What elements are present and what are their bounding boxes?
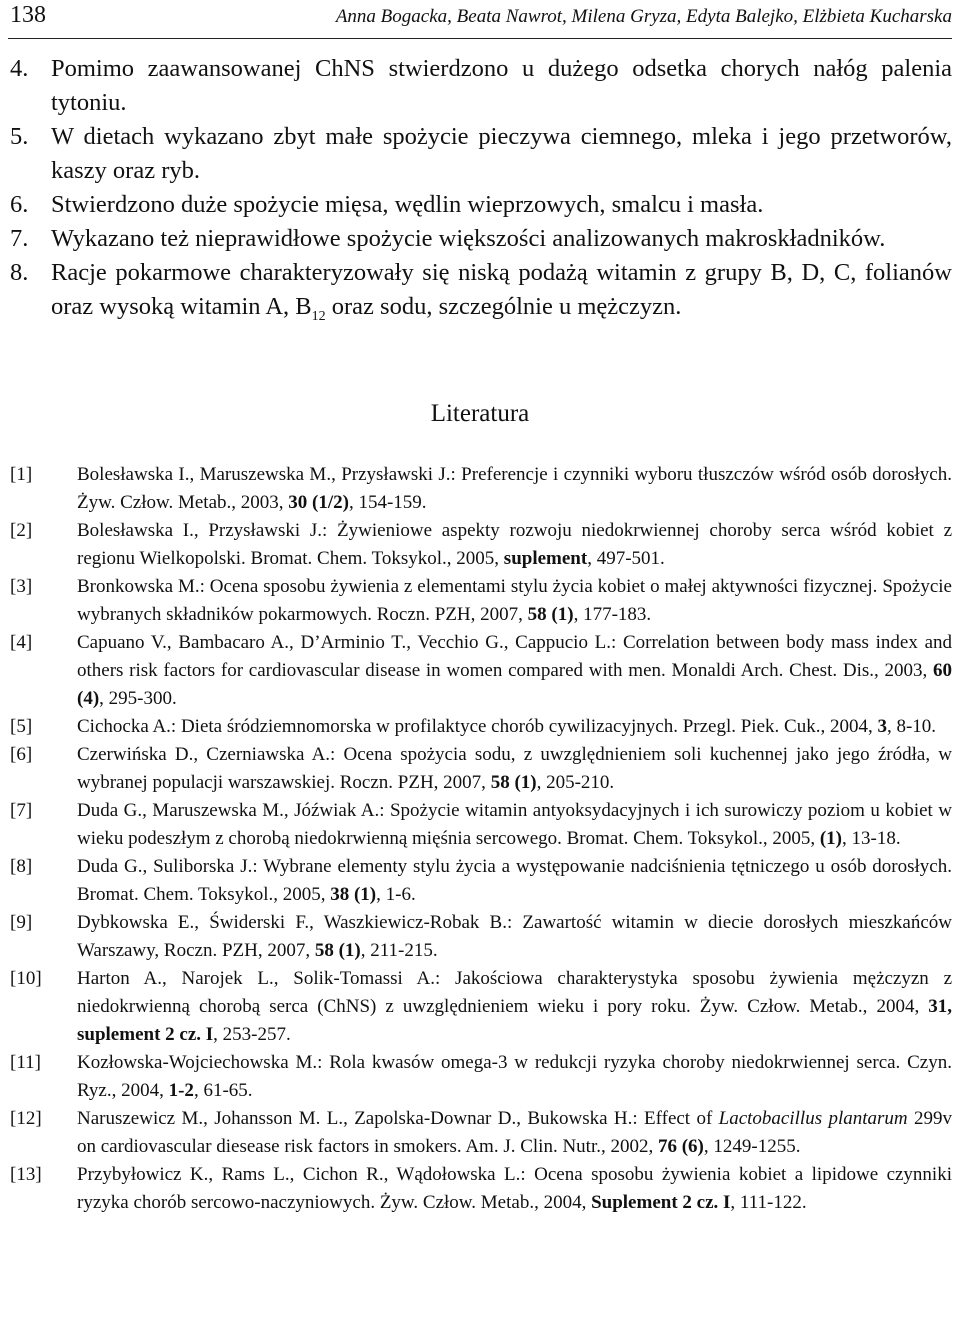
reference-number: [12] bbox=[10, 1108, 42, 1129]
reference-number: [8] bbox=[10, 856, 33, 877]
reference-number: [9] bbox=[10, 912, 33, 933]
reference-text-part: Duda G., Suliborska J.: Wybrane elementy stylu życia a występowanie nadciśnienia tętniczego u osób dorosłych. Bromat. Chem. Toksykol., 2005, bbox=[77, 856, 952, 905]
conclusion-number: 5. bbox=[10, 123, 29, 150]
reference-text-part: 38 bbox=[330, 884, 350, 905]
reference-item bbox=[10, 1049, 952, 1105]
reference-text-part: (1) bbox=[819, 828, 843, 849]
reference-number: [10] bbox=[10, 968, 42, 989]
literature-heading: Literatura bbox=[430, 400, 530, 427]
reference-text bbox=[77, 576, 952, 625]
reference-text-part: , 177-183. bbox=[573, 604, 652, 625]
reference-text-part: (1) bbox=[338, 940, 361, 961]
reference-item bbox=[10, 965, 952, 1049]
conclusion-number: 6. bbox=[10, 191, 29, 218]
reference-text-part: 60 bbox=[933, 660, 952, 681]
reference-number: [4] bbox=[10, 632, 33, 653]
reference-text-part: Cichocka A.: Dieta śródziemnomorska w profilaktyce chorób cywilizacyjnych. Przegl. Piek. Cuk., 2004, bbox=[77, 716, 878, 737]
reference-text-part: , 13-18. bbox=[842, 828, 901, 849]
reference-number: [1] bbox=[10, 464, 33, 485]
reference-item bbox=[10, 853, 952, 909]
running-header bbox=[8, 0, 952, 39]
running-header-authors: Anna Bogacka, Beata Nawrot, Milena Gryza, Edyta Balejko, Elżbieta Kucharska bbox=[335, 6, 952, 27]
reference-text-part: 30 bbox=[288, 492, 308, 513]
conclusion-text bbox=[51, 256, 952, 334]
reference-text-part: , 295-300. bbox=[99, 688, 177, 709]
reference-number: [2] bbox=[10, 520, 33, 541]
reference-text-part: 58 bbox=[490, 772, 510, 793]
reference-text bbox=[77, 464, 952, 513]
conclusions-list bbox=[10, 52, 952, 334]
reference-number: [5] bbox=[10, 716, 33, 737]
reference-text-part: Czerwińska D., Czerniawska A.: Ocena spożycia sodu, z uwzględnieniem soli kuchennej jako jego źródła, w wybranej populacji warszawskiej. Roczn. PZH, 2007, bbox=[77, 744, 952, 793]
reference-item bbox=[10, 1105, 952, 1161]
conclusion-number: 4. bbox=[10, 55, 29, 82]
reference-item bbox=[10, 629, 952, 713]
conclusion-number: 7. bbox=[10, 225, 29, 252]
reference-item bbox=[10, 713, 952, 741]
reference-text bbox=[77, 632, 952, 709]
reference-number: [3] bbox=[10, 576, 33, 597]
reference-text-part: (1) bbox=[353, 884, 377, 905]
reference-text bbox=[77, 520, 952, 569]
reference-item bbox=[10, 461, 952, 517]
reference-text-part: , 8-10. bbox=[886, 716, 937, 737]
conclusion-text: W dietach wykazano zbyt małe spożycie pieczywa ciemnego, mleka i jego przetworów, kaszy oraz ryb. bbox=[51, 123, 952, 184]
conclusion-item bbox=[10, 222, 952, 256]
reference-text-part: (1) bbox=[551, 604, 574, 625]
reference-text-part: , 253-257. bbox=[213, 1024, 291, 1045]
reference-text-part: , 1249-1255. bbox=[703, 1136, 801, 1157]
reference-text-part: 76 bbox=[657, 1136, 677, 1157]
reference-text-part: (1) bbox=[514, 772, 537, 793]
reference-text bbox=[77, 800, 952, 849]
reference-text-part: Bolesławska I., Maruszewska M., Przysławski J.: Preferencje i czynniki wyboru tłuszczów wśród osób dorosłych. Żyw. Człow. Metab., 2003, bbox=[77, 464, 952, 513]
reference-text-part: , 61-65. bbox=[193, 1080, 253, 1101]
reference-number: [11] bbox=[10, 1052, 41, 1073]
reference-text-part: , 154-159. bbox=[348, 492, 427, 513]
reference-item bbox=[10, 909, 952, 965]
reference-item bbox=[10, 517, 952, 573]
reference-text-part: 58 bbox=[527, 604, 547, 625]
reference-text-part: 299v on cardiovascular diesease risk factors in smokers. Am. J. Clin. Nutr., 2002, bbox=[77, 1108, 953, 1157]
conclusion-text-part: oraz sodu, szczególnie u mężczyzn. bbox=[325, 293, 682, 320]
reference-text bbox=[77, 1052, 952, 1101]
reference-text-part: Kozłowska-Wojciechowska M.: Rola kwasów omega-3 w redukcji ryzyka choroby niedokrwiennej serca. Czyn. Ryz., 2004, bbox=[77, 1052, 952, 1101]
conclusion-item bbox=[10, 120, 952, 188]
conclusion-item bbox=[10, 256, 952, 334]
reference-text-part: Suplement 2 cz. I bbox=[591, 1192, 731, 1213]
conclusion-item bbox=[10, 52, 952, 120]
reference-text-part: 31, suplement 2 cz. I bbox=[77, 996, 952, 1045]
reference-text-part: suplement bbox=[503, 548, 588, 569]
reference-item bbox=[10, 573, 952, 629]
reference-text bbox=[77, 1164, 952, 1213]
reference-text bbox=[77, 716, 936, 737]
conclusion-text: Stwierdzono duże spożycie mięsa, wędlin wieprzowych, smalcu i masła. bbox=[51, 191, 764, 218]
conclusion-text: Pomimo zaawansowanej ChNS stwierdzono u dużego odsetka chorych nałóg palenia tytoniu. bbox=[51, 55, 952, 116]
reference-text-part: (4) bbox=[77, 688, 100, 709]
reference-text bbox=[77, 1108, 952, 1157]
reference-text-part: , 211-215. bbox=[360, 940, 438, 961]
reference-number: [13] bbox=[10, 1164, 42, 1185]
reference-text-part: , 111-122. bbox=[730, 1192, 807, 1213]
reference-text-part: Harton A., Narojek L., Solik-Tomassi A.: Jakościowa charakterystyka sposobu żywienia mężczyzn z niedokrwienną chorobą serca (ChNS) z uwzględnieniem wieku i pory roku. Żyw. Człow. Metab., 2004, bbox=[77, 968, 952, 1017]
reference-number: [6] bbox=[10, 744, 33, 765]
reference-text-part: Duda G., Maruszewska M., Jóźwiak A.: Spożycie witamin antyoksydacyjnych i ich surowiczy poziom u kobiet w wieku podeszłym z chorobą niedokrwienną mięśnia sercowego. Bromat. Chem. Toksykol., 2005, bbox=[77, 800, 952, 849]
reference-number: [7] bbox=[10, 800, 33, 821]
page-number: 138 bbox=[10, 2, 46, 28]
references-list bbox=[10, 461, 952, 1217]
reference-text-part: (6) bbox=[681, 1136, 704, 1157]
reference-text-part: Capuano V., Bambacaro A., D’Arminio T., Vecchio G., Cappucio L.: Correlation between body mass index and others risk factors for cardiovascular disease in women compared with men. Monaldi Arch. Chest. Dis., 2003, bbox=[77, 632, 952, 681]
reference-text-part: Bronkowska M.: Ocena sposobu żywienia z elementami stylu życia kobiet o małej aktywności fizycznej. Spożycie wybranych składników pokarmowych. Roczn. PZH, 2007, bbox=[77, 576, 952, 625]
conclusion-text: Wykazano też nieprawidłowe spożycie większości analizowanych makroskładników. bbox=[51, 225, 886, 252]
reference-item bbox=[10, 797, 952, 853]
reference-text bbox=[77, 968, 952, 1045]
reference-text-part: , 205-210. bbox=[536, 772, 615, 793]
reference-text bbox=[77, 856, 952, 905]
reference-text-part: Lactobacillus plantarum bbox=[718, 1108, 908, 1129]
conclusion-number: 8. bbox=[10, 259, 29, 286]
reference-text-part: 3 bbox=[877, 716, 887, 737]
conclusion-item bbox=[10, 188, 952, 222]
reference-text-part: Przybyłowicz K., Rams L., Cichon R., Wądołowska L.: Ocena sposobu żywienia kobiet a lipidowe czynniki ryzyka chorób sercowo-naczyniowych. Żyw. Człow. Metab., 2004, bbox=[77, 1164, 952, 1213]
reference-text-part: (1/2) bbox=[312, 492, 349, 513]
reference-item bbox=[10, 741, 952, 797]
reference-text bbox=[77, 744, 952, 793]
reference-text-part: 1-2 bbox=[168, 1080, 194, 1101]
reference-item bbox=[10, 1161, 952, 1217]
reference-text-part: Dybkowska E., Świderski F., Waszkiewicz-Robak B.: Zawartość witamin w diecie dorosłych mieszkańców Warszawy, Roczn. PZH, 2007, bbox=[77, 912, 952, 961]
conclusion-text-part: Racje pokarmowe charakteryzowały się niską podażą witamin z grupy B, D, C, folianów oraz wysoką witamin A, B bbox=[51, 259, 952, 320]
reference-text bbox=[77, 912, 952, 961]
reference-text-part: , 497-501. bbox=[587, 548, 665, 569]
reference-text-part: Naruszewicz M., Johansson M. L., Zapolska-Downar D., Bukowska H.: Effect of bbox=[77, 1108, 719, 1129]
subscript-12: 12 bbox=[311, 308, 326, 324]
reference-text-part: , 1-6. bbox=[376, 884, 416, 905]
reference-text-part: Bolesławska I., Przysławski J.: Żywieniowe aspekty rozwoju niedokrwiennej choroby serca wśród kobiet z regionu Wielkopolski. Bromat. Chem. Toksykol., 2005, bbox=[77, 520, 952, 569]
reference-text-part: 58 bbox=[314, 940, 334, 961]
